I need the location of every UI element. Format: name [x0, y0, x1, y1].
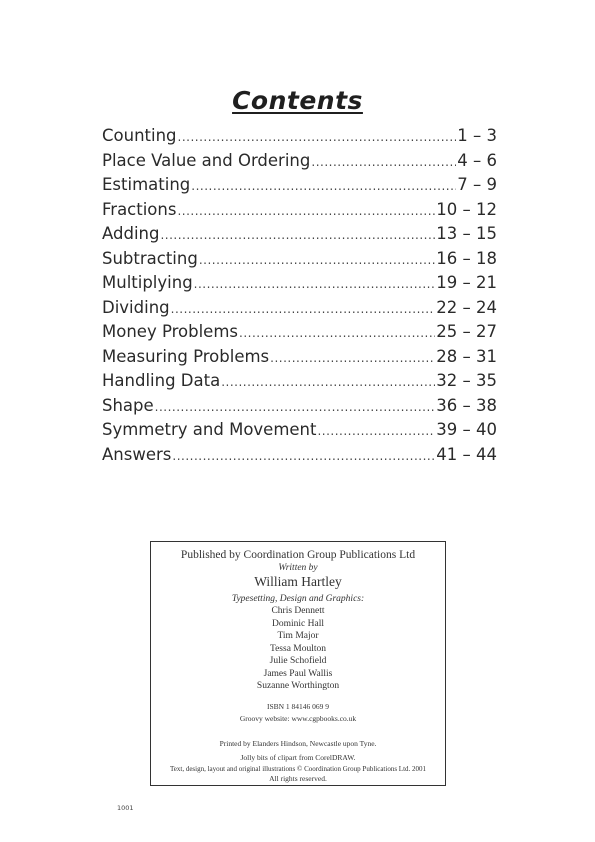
dot-leader [270, 351, 435, 365]
dot-leader [160, 228, 435, 242]
toc-entry [102, 126, 497, 151]
contributor-name: Dominic Hall [272, 618, 324, 629]
toc-entry-pages: 4 – 6 [457, 150, 497, 170]
toc-entry [102, 175, 497, 200]
toc-entry [102, 249, 497, 274]
toc-entry [102, 151, 497, 176]
toc-entry-pages: 16 – 18 [436, 248, 497, 268]
toc-entry-pages: 36 – 38 [436, 395, 497, 415]
credits-box [150, 541, 446, 786]
contributor-name: Tim Major [277, 631, 319, 641]
toc-entry-pages: 39 – 40 [436, 420, 497, 439]
toc-entry-label: Shape [102, 395, 154, 415]
dot-leader [239, 326, 435, 340]
toc-entry [102, 445, 497, 470]
contributor-list [151, 605, 445, 693]
page-code: 1001 [117, 804, 134, 812]
toc-entry-pages: 19 – 21 [436, 273, 497, 292]
toc-entry-label: Handling Data [102, 371, 221, 390]
dot-leader [172, 449, 435, 463]
toc-entry-pages: 32 – 35 [436, 371, 497, 390]
toc-entry-pages: 7 – 9 [457, 175, 497, 194]
dot-leader [155, 400, 436, 414]
isbn-line: ISBN 1 84146 069 9 [266, 701, 330, 711]
rights-line: All rights reserved. [269, 773, 327, 783]
dot-leader [191, 179, 456, 193]
toc-entry-label: Adding [102, 224, 160, 243]
toc-entry-pages: 28 – 31 [436, 346, 497, 366]
toc-entry-label: Multiplying [102, 273, 193, 292]
page-title: Contents [232, 86, 363, 115]
dot-leader [177, 204, 435, 218]
dot-leader [311, 155, 456, 169]
dot-leader [221, 375, 435, 389]
publisher-line: Published by Coordination Group Publications Ltd [180, 549, 416, 561]
toc-entry-label: Counting [102, 126, 177, 145]
contributor-name: James Paul Wallis [263, 668, 333, 679]
toc-entry-label: Measuring Problems [102, 346, 270, 366]
toc-entry-pages: 13 – 15 [436, 224, 497, 243]
toc-entry-label: Answers [102, 444, 172, 464]
roles-label: Typesetting, Design and Graphics: [231, 594, 365, 604]
contributor-name: Tessa Moulton [269, 643, 327, 654]
toc-entry [102, 273, 497, 298]
toc-entry [102, 420, 497, 445]
toc-entry-pages: 25 – 27 [436, 322, 497, 341]
dot-leader [171, 302, 436, 316]
dot-leader [178, 130, 457, 144]
author-name: William Hartley [254, 574, 342, 589]
toc-entry-label: Money Problems [102, 322, 239, 341]
toc-entry [102, 396, 497, 421]
clipart-line: Jolly bits of clipart from CorelDRAW. [240, 752, 356, 762]
contributor-name: Julie Schofield [269, 656, 327, 666]
toc-entry-label: Fractions [102, 199, 177, 219]
toc-entry [102, 322, 497, 347]
toc-entry [102, 224, 497, 249]
toc-entry-label: Subtracting [102, 248, 198, 268]
toc-entry-pages: 1 – 3 [457, 126, 497, 145]
toc-entry-label: Dividing [102, 297, 170, 317]
dot-leader [199, 253, 435, 267]
toc-entry [102, 347, 497, 372]
dot-leader [194, 277, 436, 291]
contributor-name: Chris Dennett [271, 606, 325, 616]
toc-entry [102, 298, 497, 323]
contributor-name: Suzanne Worthington [256, 681, 340, 691]
toc-entry-pages: 41 – 44 [436, 444, 497, 464]
toc-entry-pages: 10 – 12 [436, 199, 497, 219]
toc-entry-pages: 22 – 24 [436, 297, 497, 317]
toc-entry-label: Symmetry and Movement [102, 420, 317, 439]
toc-entry [102, 371, 497, 396]
toc-entry-label: Place Value and Ordering [102, 150, 311, 170]
toc-entry [102, 200, 497, 225]
copyright-line: Text, design, layout and original illustrations © Coordination Group Publications Ltd. 2001 [169, 764, 427, 773]
printer-line: Printed by Elanders Hindson, Newcastle upon Tyne. [219, 738, 377, 748]
website-line: Groovy website: www.cgpbooks.co.uk [239, 713, 357, 723]
toc-entry-label: Estimating [102, 175, 191, 194]
written-by-label: Written by [278, 563, 318, 573]
table-of-contents [102, 126, 497, 469]
dot-leader [317, 424, 435, 438]
